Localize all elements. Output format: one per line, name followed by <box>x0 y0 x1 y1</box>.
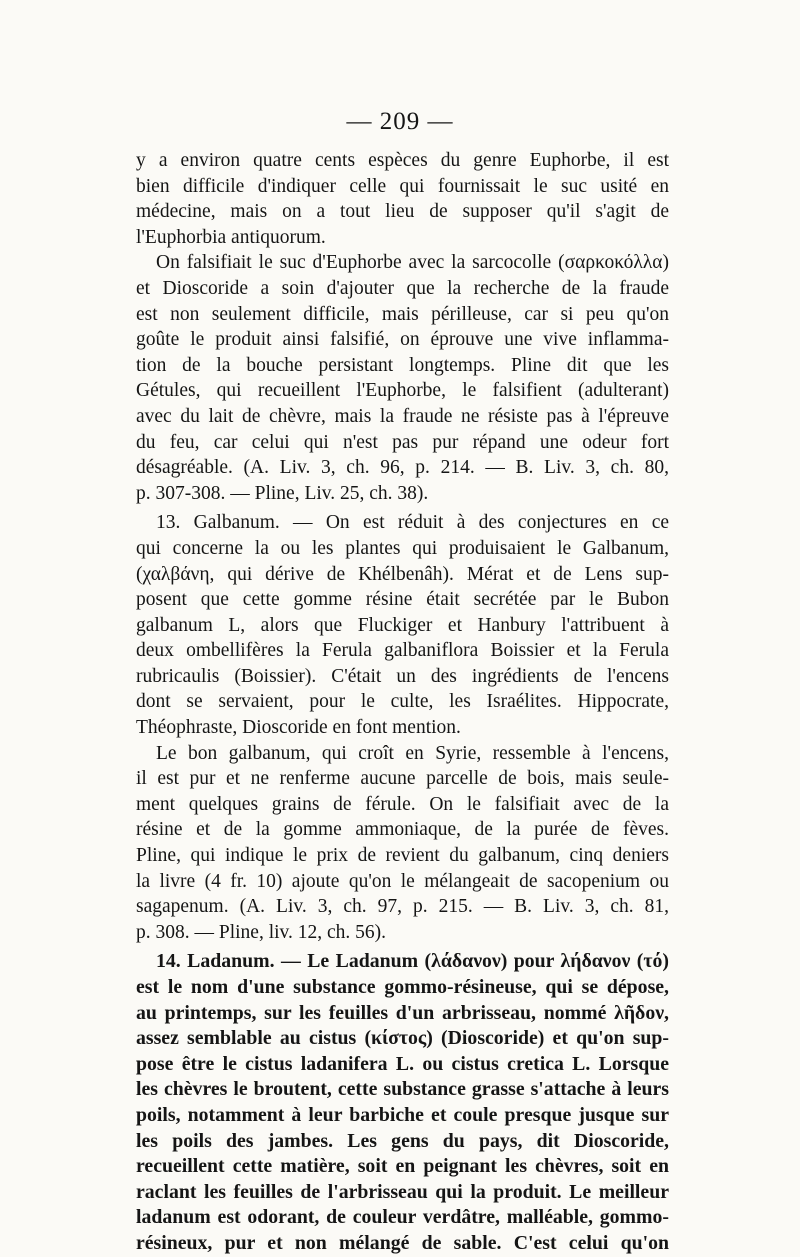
text-line: désagréable. (A. Liv. 3, ch. 96, p. 214. — B. Liv. 3, ch. 80, <box>136 457 669 479</box>
text-line: posent que cette gomme résine était secrétée par le Bubon <box>136 589 669 611</box>
text-line: résine et de la gomme ammoniaque, de la purée de fèves. <box>136 819 669 841</box>
text-line: au printemps, sur les feuilles d'un arbrisseau, nommé λῆδον, <box>136 1001 669 1024</box>
paragraph-galbanum-quality <box>136 741 669 946</box>
paragraph-euphorbia-falsification <box>136 250 669 506</box>
text-line: Théophraste, Dioscoride en font mention. <box>136 717 461 739</box>
text-line: la livre (4 fr. 10) ajoute qu'on le mélangeait de sacopenium ou <box>136 870 669 892</box>
text-line: poils, notamment à leur barbiche et coule presque jusque sur <box>136 1103 669 1126</box>
text-line: y a environ quatre cents espèces du genre Euphorbe, il est <box>136 150 669 171</box>
text-line: médecine, mais on a tout lieu de supposer qu'il s'agit de <box>136 201 669 223</box>
text-line: pose être le cistus ladanifera L. ou cistus cretica L. Lorsque <box>136 1052 669 1075</box>
text-line: p. 307-308. — Pline, Liv. 25, ch. 38). <box>136 482 429 504</box>
text-line: et Dioscoride a soin d'ajouter que la recherche de la fraude <box>136 277 669 299</box>
paragraph-euphorbia-species <box>136 148 669 250</box>
text-line: avec du lait de chèvre, mais la fraude ne résiste pas à l'épreuve <box>136 405 669 427</box>
text-line: qui concerne la ou les plantes qui produisaient le Galbanum, <box>136 537 669 559</box>
text-line: dont se servaient, pour le culte, les Israélites. Hippocrate, <box>136 691 669 713</box>
text-line: (χαλβάνη, qui dérive de Khélbenâh). Mérat et de Lens sup- <box>136 563 669 585</box>
text-line: raclant les feuilles de l'arbrisseau qui la produit. Le meilleur <box>136 1180 669 1203</box>
text-line: galbanum L, alors que Fluckiger et Hanbury l'attribuent à <box>136 614 669 636</box>
text-line: On falsifiait le suc d'Euphorbe avec la sarcocolle (σαρκοκόλλα) <box>156 252 669 274</box>
text-line: recueillent cette matière, soit en peignant les chèvres, soit en <box>136 1155 669 1178</box>
text-line: p. 308. — Pline, liv. 12, ch. 56). <box>136 921 387 943</box>
text-line: goûte le produit ainsi falsifié, on éprouve une vive inflamma- <box>136 329 669 351</box>
text-line: assez semblable au cistus (κίστος) (Dioscoride) et qu'on sup- <box>136 1027 669 1050</box>
text-line: rubricaulis (Boissier). C'était un des ingrédients de l'encens <box>136 665 669 687</box>
text-line: du feu, car celui qui n'est pas pur répand une odeur fort <box>136 431 669 453</box>
text-line: les poils des jambes. Les gens du pays, dit Dioscoride, <box>136 1129 669 1152</box>
section-galbanum <box>136 510 669 740</box>
text-line: Pline, qui indique le prix de revient du galbanum, cinq deniers <box>136 845 669 867</box>
text-line: est non seulement difficile, mais périlleuse, car si peu qu'on <box>136 303 669 325</box>
text-line: deux ombellifères la Ferula galbaniflora Boissier et la Ferula <box>136 640 669 662</box>
text-line: est le nom d'une substance gommo-résineuse, qui se dépose, <box>136 976 669 998</box>
section-ladanum <box>136 949 669 1256</box>
text-line: Gétules, qui recueillent l'Euphorbe, le falsifient (adulterant) <box>136 380 669 402</box>
text-line: tion de la bouche persistant longtemps. Pline dit que les <box>136 354 669 376</box>
section-heading-galbanum: 13. Galbanum. — On est réduit à des conjectures en ce <box>156 512 669 534</box>
text-line: ladanum est odorant, de couleur verdâtre, malléable, gommo- <box>136 1206 669 1229</box>
text-line: sagapenum. (A. Liv. 3, ch. 97, p. 215. — B. Liv. 3, ch. 81, <box>136 896 669 918</box>
page-number: — 209 — <box>346 108 454 135</box>
text-line: les chèvres le broutent, cette substance grasse s'attache à leurs <box>136 1078 669 1101</box>
text-line: il est pur et ne renferme aucune parcelle de bois, mais seule- <box>136 768 669 790</box>
text-line: ment quelques grains de férule. On le falsifiait avec de la <box>136 793 669 815</box>
text-line: l'Euphorbia antiquorum. <box>136 226 326 248</box>
section-heading-ladanum: 14. Ladanum. — Le Ladanum (λάδανον) pour λήδανον (τό) <box>156 950 669 973</box>
text-line: Le bon galbanum, qui croît en Syrie, ressemble à l'encens, <box>156 742 669 764</box>
text-block <box>136 148 669 1257</box>
text-line: résineux, pur et non mélangé de sable. C'est celui qu'on <box>136 1231 669 1254</box>
text-line: bien difficile d'indiquer celle qui fournissait le suc usité en <box>136 175 669 197</box>
